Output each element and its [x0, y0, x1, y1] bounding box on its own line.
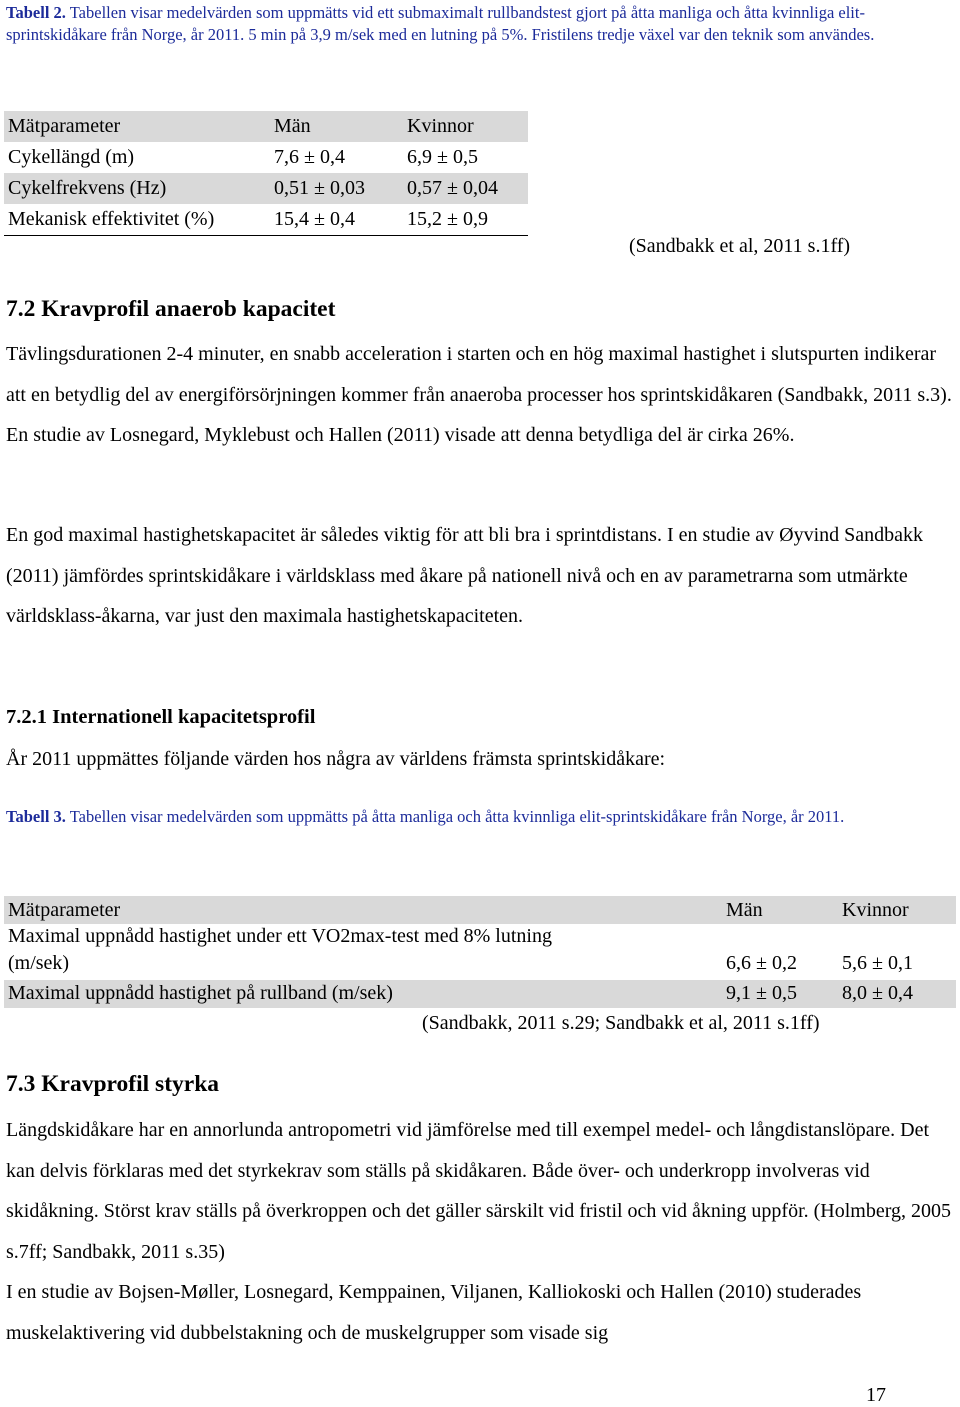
table3-row1-label-line2: (m/sek): [8, 952, 70, 974]
table2-cell: Cykelfrekvens (Hz): [8, 177, 167, 199]
table2-cell: Cykellängd (m): [8, 146, 135, 168]
section-7-2-paragraph-2: En god maximal hastighetskapacitet är således viktig för att bli bra i sprintdistans. I en studie av Øyvind Sandbakk (2011) jämfördes sprintskidåkare i världsklass med åkare på nationell nivå och en av parametrarna som utmärkte världsklass-åkarna, var just den maximala hastighetskapaciteten.: [6, 524, 924, 627]
table2-caption-label: Tabell 2.: [6, 3, 66, 22]
table2: [4, 111, 528, 235]
table2-cell: 7,6 ± 0,4: [274, 146, 345, 168]
table3: [4, 896, 956, 1008]
table2-header-row: [4, 111, 528, 142]
table3-row: [4, 980, 956, 1008]
page-number: 17: [866, 1384, 886, 1406]
table3-row1-women: 5,6 ± 0,1: [842, 952, 913, 974]
section-7-2-1-paragraph: År 2011 uppmättes följande värden hos några av världens främsta sprintskidåkare:: [6, 748, 666, 770]
table3-row1-men: 6,6 ± 0,2: [726, 952, 797, 974]
table2-caption-text: Tabellen visar medelvärden som uppmätts vid ett submaximalt rullbandstest gjort på åtta manliga och åtta kvinnliga elit-sprintskidåkare från Norge, år 2011. 5 min på 3,9 m/sek med en lutning på 5%. Fristilens tredje växel var den teknik som användes.: [6, 3, 875, 44]
table2-caption: [6, 2, 956, 46]
table3-row: [4, 924, 956, 980]
table2-row: [4, 173, 528, 204]
table2-source: (Sandbakk et al, 2011 s.1ff): [629, 235, 851, 257]
table3-header-women: Kvinnor: [842, 899, 909, 921]
table2-header-men: Män: [274, 115, 311, 137]
table2-cell: 0,51 ± 0,03: [274, 177, 365, 199]
section-7-2-paragraph-1: Tävlingsdurationen 2-4 minuter, en snabb acceleration i starten och en hög maximal hastighet i slutspurten indikerar att en betydlig del av energiförsörjningen kommer från anaeroba processer hos sprintskidåkaren (Sandbakk, 2011 s.3). En studie av Losnegard, Myklebust och Hallen (2011) visade att denna betydliga del är cirka 26%.: [6, 343, 952, 446]
section-7-3-paragraph-2: I en studie av Bojsen-Møller, Losnegard, Kemppainen, Viljanen, Kalliokoski och Hallen (2010) studerades muskelaktivering vid dubbelstakning och de muskelgrupper som visade sig: [6, 1281, 862, 1344]
table2-header-women: Kvinnor: [407, 115, 474, 137]
table3-header-men: Män: [726, 899, 763, 921]
table2-row: [4, 204, 528, 235]
table3-caption: [6, 806, 956, 828]
table3-row2-women: 8,0 ± 0,4: [842, 982, 913, 1004]
table3-row2-men: 9,1 ± 0,5: [726, 982, 797, 1004]
section-7-3-heading: 7.3 Kravprofil styrka: [6, 1071, 220, 1097]
table2-cell: 6,9 ± 0,5: [407, 146, 478, 168]
section-7-2-1-heading: 7.2.1 Internationell kapacitetsprofil: [6, 706, 316, 728]
table3-row1-label-line1: Maximal uppnådd hastighet under ett VO2max-test med 8% lutning: [8, 925, 552, 947]
table2-row: [4, 142, 528, 173]
table3-header-row: [4, 896, 956, 924]
table3-header-parameter: Mätparameter: [8, 899, 121, 921]
table2-cell: 15,4 ± 0,4: [274, 208, 355, 230]
section-7-2-heading: 7.2 Kravprofil anaerob kapacitet: [6, 296, 336, 322]
table2-cell: 0,57 ± 0,04: [407, 177, 498, 199]
section-7-3-paragraph-1: Längdskidåkare har en annorlunda antropometri vid jämförelse med till exempel medel- och långdistanslöpare. Det kan delvis förklaras med det styrkekrav som ställs på skidåkaren. Både över- och underkropp involveras vid skidåkning. Störst krav ställs på överkroppen och det gäller särskilt vid fristil och vid åkning uppför. (Holmberg, 2005 s.7ff; Sandbakk, 2011 s.35): [6, 1119, 952, 1263]
table3-caption-text: Tabellen visar medelvärden som uppmätts på åtta manliga och åtta kvinnliga elit-sprintskidåkare från Norge, år 2011.: [65, 807, 845, 826]
table3-row2-label: Maximal uppnådd hastighet på rullband (m/sek): [8, 982, 393, 1004]
table2-cell: Mekanisk effektivitet (%): [8, 208, 215, 230]
table2-header-parameter: Mätparameter: [8, 115, 121, 137]
table2-cell: 15,2 ± 0,9: [407, 208, 488, 230]
table3-caption-label: Tabell 3.: [6, 807, 66, 826]
table2-bottom-rule: [4, 235, 528, 236]
table3-source: (Sandbakk, 2011 s.29; Sandbakk et al, 2011 s.1ff): [422, 1012, 820, 1034]
